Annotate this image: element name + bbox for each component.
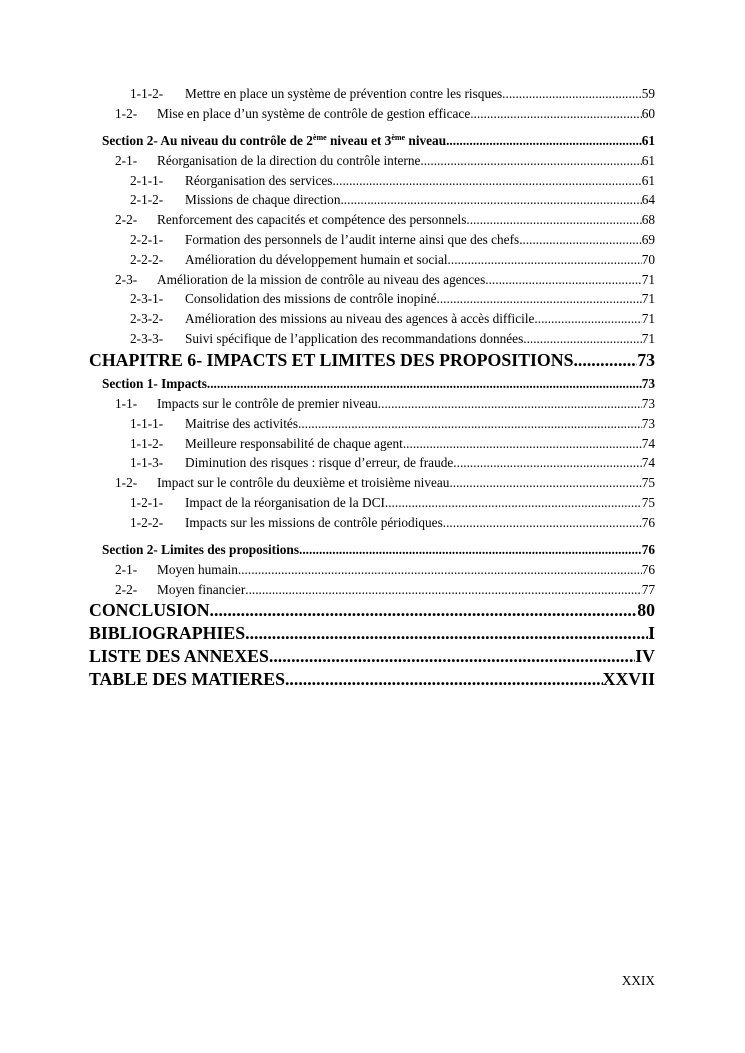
toc-entry-title: Impacts sur les missions de contrôle périodiques	[185, 514, 443, 530]
dot-leader	[385, 493, 642, 513]
toc-entry-page: 71	[641, 291, 655, 307]
toc-entry-title: BIBLIOGRAPHIES	[89, 623, 246, 644]
toc-entry-title: Maitrise des activités	[185, 415, 298, 431]
toc-entry-number: 1-1-1-	[130, 415, 164, 431]
dot-leader	[298, 414, 642, 434]
dot-leader	[443, 513, 642, 533]
dot-leader	[466, 210, 641, 230]
dot-leader	[269, 645, 635, 668]
toc-entry[interactable]	[89, 210, 655, 230]
toc-entry[interactable]	[89, 171, 655, 191]
dot-leader	[210, 599, 638, 622]
dot-leader	[420, 151, 641, 171]
toc-entry-number: 2-1-1-	[130, 172, 164, 188]
toc-chapter-entry[interactable]	[89, 645, 655, 668]
toc-entry[interactable]	[89, 453, 655, 473]
dot-leader	[485, 270, 641, 290]
toc-entry-title: Section 2- Limites des propositions	[102, 541, 300, 557]
toc-entry-title: Section 2- Au niveau du contrôle de 2ème niveau et 3ème niveau	[102, 132, 447, 148]
toc-entry-title: Amélioration du développement humain et social	[185, 251, 448, 267]
toc-entry-page: 59	[641, 86, 655, 101]
toc-entry-title: CONCLUSION	[89, 600, 210, 621]
toc-entry-title: Réorganisation des services	[185, 172, 333, 188]
toc-entry-number: 2-2-	[115, 581, 138, 597]
toc-entry-title: Réorganisation de la direction du contrôle interne	[157, 152, 421, 168]
dot-leader	[534, 309, 641, 329]
toc-entry[interactable]	[89, 289, 655, 309]
toc-entry-page: 73	[641, 375, 655, 391]
toc-entry[interactable]	[89, 84, 655, 104]
toc-entry-title: Mise en place d’un système de contrôle de gestion efficace	[157, 105, 471, 121]
toc-entry-page: 61	[641, 172, 655, 188]
toc-entry-number: 2-2-2-	[130, 251, 164, 267]
toc-entry-page: 77	[641, 581, 655, 597]
toc-entry-number: 2-2-	[115, 212, 138, 228]
toc-entry-page: 73	[641, 395, 655, 411]
toc-entry[interactable]	[89, 493, 655, 513]
toc-entry[interactable]	[89, 250, 655, 270]
toc-entry-page: 71	[641, 271, 655, 287]
toc-entry-number: 2-3-3-	[130, 331, 164, 347]
toc-entry[interactable]	[89, 560, 655, 580]
toc-entry[interactable]	[89, 513, 655, 533]
toc-entry-title: Impacts sur le contrôle de premier niveau	[157, 395, 378, 411]
dot-leader	[453, 453, 641, 473]
toc-entry-page: 76	[641, 514, 655, 530]
toc-entry-page: XXVII	[602, 668, 655, 689]
toc-chapter-entry[interactable]	[89, 668, 655, 691]
toc-entry-page: 61	[641, 132, 655, 148]
toc-chapter-entry[interactable]	[89, 349, 655, 372]
toc-section-entry[interactable]	[89, 374, 655, 394]
dot-leader	[378, 394, 642, 414]
toc-entry-page: 80	[637, 600, 655, 621]
dot-leader	[285, 668, 603, 691]
toc-entry[interactable]	[89, 434, 655, 454]
toc-entry[interactable]	[89, 151, 655, 171]
toc-entry[interactable]	[89, 329, 655, 349]
toc-entry-number: 1-2-2-	[130, 514, 164, 530]
toc-entry-title: LISTE DES ANNEXES	[89, 646, 269, 667]
toc-entry[interactable]	[89, 414, 655, 434]
toc-entry-number: 2-3-2-	[130, 311, 164, 327]
dot-leader	[502, 84, 642, 104]
toc-entry-page: 75	[641, 475, 655, 491]
toc-entry[interactable]	[89, 394, 655, 414]
toc-entry-page: 74	[641, 455, 655, 471]
toc-entry-page: I	[648, 623, 655, 644]
dot-leader	[449, 473, 641, 493]
toc-entry-title: Amélioration des missions au niveau des agences à accès difficile	[185, 311, 535, 327]
dot-leader	[523, 329, 641, 349]
toc-entry-title: Impact de la réorganisation de la DCI	[185, 494, 385, 510]
toc-entry-title: Consolidation des missions de contrôle inopiné	[185, 291, 437, 307]
dot-leader	[245, 580, 641, 600]
toc-entry-page: 64	[641, 192, 655, 208]
dot-leader	[332, 171, 641, 191]
toc-entry-title: Amélioration de la mission de contrôle au niveau des agences	[157, 271, 486, 287]
toc-entry-page: 73	[641, 415, 655, 431]
toc-section-entry[interactable]	[89, 131, 655, 151]
toc-chapter-entry[interactable]	[89, 622, 655, 645]
toc-entry-title: CHAPITRE 6- IMPACTS ET LIMITES DES PROPOSITIONS	[89, 349, 574, 370]
toc-entry-page: 71	[641, 311, 655, 327]
toc-entry[interactable]	[89, 473, 655, 493]
toc-entry-page: 60	[641, 105, 655, 121]
dot-leader	[519, 230, 642, 250]
dot-leader	[448, 250, 642, 270]
toc-entry-number: 2-1-	[115, 152, 138, 168]
dot-leader	[403, 434, 642, 454]
dot-leader	[470, 104, 641, 124]
toc-entry-number: 2-3-	[115, 271, 138, 287]
toc-chapter-entry[interactable]	[89, 599, 655, 622]
toc-entry-title: Meilleure responsabilité de chaque agent	[185, 435, 403, 451]
toc-entry-number: 2-1-	[115, 561, 138, 577]
toc-entry-page: 75	[641, 494, 655, 510]
dot-leader	[245, 622, 648, 645]
dot-leader	[299, 540, 642, 560]
toc-entry[interactable]	[89, 309, 655, 329]
toc-entry[interactable]	[89, 104, 655, 124]
toc-entry-title: Impact sur le contrôle du deuxième et troisième niveau	[157, 475, 450, 491]
toc-entry[interactable]	[89, 230, 655, 250]
toc-entry[interactable]	[89, 580, 655, 600]
toc-entry-page: 70	[641, 251, 655, 267]
page-number: XXIX	[621, 973, 655, 988]
dot-leader	[437, 289, 642, 309]
toc-entry-page: 68	[641, 212, 655, 228]
toc-entry-number: 2-2-1-	[130, 232, 164, 248]
toc-entry-title: Suivi spécifique de l’application des recommandations données	[185, 331, 524, 347]
toc-entry-number: 1-2-	[115, 105, 138, 121]
toc-entry-number: 1-1-3-	[130, 455, 164, 471]
toc-entry-title: Diminution des risques : risque d’erreur, de fraude	[185, 455, 454, 471]
toc-entry-number: 2-1-2-	[130, 192, 164, 208]
toc-entry-number: 1-1-	[115, 395, 138, 411]
toc-entry-title: Section 1- Impacts	[102, 375, 207, 391]
toc-entry-title: Moyen financier	[157, 581, 246, 597]
dot-leader	[446, 131, 642, 151]
toc-entry-page: 76	[641, 541, 655, 557]
toc-entry-page: 73	[637, 349, 655, 370]
dot-leader	[340, 190, 641, 210]
toc-entry[interactable]	[89, 270, 655, 290]
toc-entry-page: 76	[641, 561, 655, 577]
dot-leader	[238, 560, 642, 580]
toc-entry-number: 1-2-1-	[130, 494, 164, 510]
toc-entry-title: Formation des personnels de l’audit interne ainsi que des chefs	[185, 232, 520, 248]
toc-entry[interactable]	[89, 190, 655, 210]
toc-entry-number: 1-1-2-	[130, 86, 164, 101]
toc-entry-page: IV	[635, 646, 655, 667]
toc-entry-number: 1-1-2-	[130, 435, 164, 451]
toc-entry-number: 1-2-	[115, 475, 138, 491]
toc-entry-page: 61	[641, 152, 655, 168]
toc-entry-title: Missions de chaque direction	[185, 192, 341, 208]
toc-entry-page: 69	[641, 232, 655, 248]
toc-entry-title: TABLE DES MATIERES	[89, 668, 285, 689]
toc-entry-title: Mettre en place un système de prévention contre les risques	[185, 86, 503, 101]
toc-section-entry[interactable]	[89, 540, 655, 560]
toc-entry-title: Renforcement des capacités et compétence des personnels	[157, 212, 467, 228]
toc-entry-page: 71	[641, 331, 655, 347]
toc-entry-title: Moyen humain	[157, 561, 238, 577]
toc-entry-page: 74	[641, 435, 655, 451]
dot-leader	[573, 349, 637, 372]
table-of-contents	[89, 84, 655, 691]
toc-entry-number: 2-3-1-	[130, 291, 164, 307]
dot-leader	[207, 374, 642, 394]
